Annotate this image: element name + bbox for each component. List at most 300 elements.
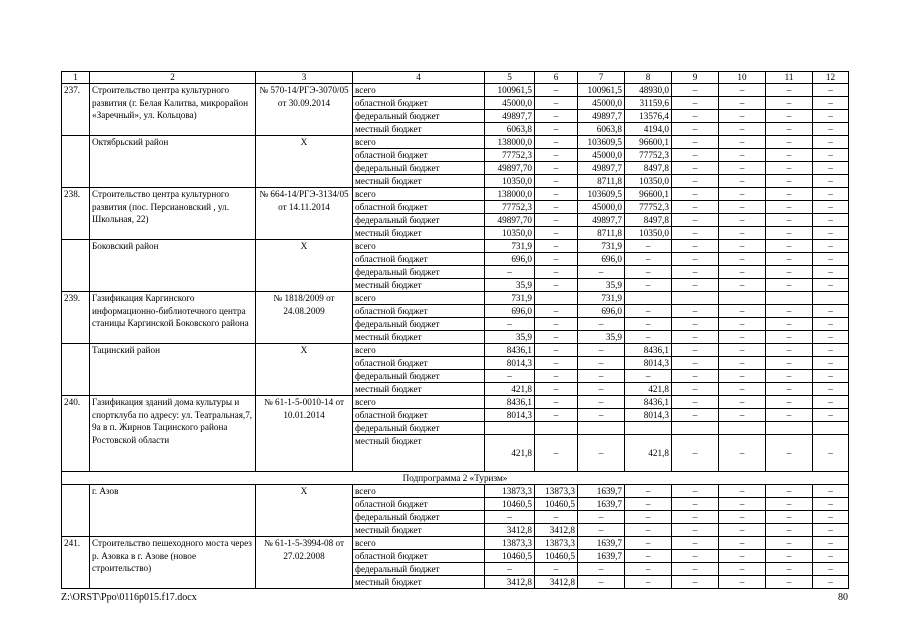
funding-source: местный бюджет <box>353 383 485 396</box>
value-cell: 48930,0 <box>625 84 672 97</box>
funding-source: федеральный бюджет <box>353 162 485 175</box>
value-cell: – <box>625 266 672 279</box>
value-cell: – <box>672 110 719 123</box>
header-row <box>62 72 849 84</box>
table-row <box>62 396 849 409</box>
value-cell: – <box>766 511 813 524</box>
table-row <box>62 292 849 305</box>
value-cell: – <box>813 136 849 149</box>
value-cell: – <box>766 97 813 110</box>
value-cell: – <box>535 201 578 214</box>
value-cell: – <box>719 485 766 498</box>
value-cell: 10460,5 <box>485 498 535 511</box>
value-cell: – <box>813 201 849 214</box>
value-cell: – <box>535 266 578 279</box>
value-cell: 696,0 <box>578 305 625 318</box>
value-cell: – <box>625 318 672 331</box>
value-cell: – <box>578 266 625 279</box>
value-cell: – <box>535 511 578 524</box>
value-cell: – <box>813 240 849 253</box>
document-ref: Х <box>256 344 353 396</box>
value-cell: – <box>719 344 766 357</box>
row-number <box>62 344 90 396</box>
value-cell <box>535 292 578 305</box>
funding-source: федеральный бюджет <box>353 370 485 383</box>
value-cell: – <box>766 485 813 498</box>
value-cell: 4194,0 <box>625 123 672 136</box>
value-cell: – <box>813 175 849 188</box>
table-row <box>62 136 849 149</box>
value-cell: 1639,7 <box>578 485 625 498</box>
funding-source: всего <box>353 188 485 201</box>
value-cell: – <box>672 409 719 422</box>
value-cell: 10460,5 <box>535 550 578 563</box>
value-cell <box>766 292 813 305</box>
value-cell: – <box>719 279 766 292</box>
column-header: 10 <box>719 72 766 84</box>
value-cell: 8436,1 <box>625 396 672 409</box>
value-cell: – <box>813 331 849 344</box>
value-cell: 696,0 <box>578 253 625 266</box>
funding-source: местный бюджет <box>353 331 485 344</box>
funding-source: местный бюджет <box>353 123 485 136</box>
value-cell: – <box>719 370 766 383</box>
value-cell: 77752,3 <box>485 149 535 162</box>
column-header: 7 <box>578 72 625 84</box>
value-cell <box>672 292 719 305</box>
funding-source: областной бюджет <box>353 498 485 511</box>
value-cell: – <box>578 318 625 331</box>
value-cell: 8014,3 <box>485 409 535 422</box>
value-cell: – <box>485 266 535 279</box>
value-cell: 731,9 <box>578 292 625 305</box>
value-cell: – <box>672 227 719 240</box>
value-cell: – <box>672 511 719 524</box>
value-cell: – <box>535 240 578 253</box>
value-cell: – <box>535 97 578 110</box>
row-number: 237. <box>62 84 90 136</box>
value-cell: – <box>672 214 719 227</box>
value-cell: – <box>535 331 578 344</box>
value-cell: – <box>813 576 849 589</box>
value-cell: – <box>719 97 766 110</box>
value-cell: – <box>625 511 672 524</box>
value-cell: 13873,3 <box>535 537 578 550</box>
value-cell: – <box>625 279 672 292</box>
value-cell: 421,8 <box>625 435 672 472</box>
column-header: 12 <box>813 72 849 84</box>
value-cell: – <box>625 524 672 537</box>
value-cell: 49897,7 <box>578 162 625 175</box>
row-number <box>62 240 90 292</box>
value-cell: – <box>766 279 813 292</box>
value-cell: – <box>813 97 849 110</box>
value-cell: – <box>578 370 625 383</box>
funding-source: всего <box>353 537 485 550</box>
value-cell: – <box>485 563 535 576</box>
value-cell: – <box>625 498 672 511</box>
funding-source: областной бюджет <box>353 97 485 110</box>
value-cell: 10350,0 <box>485 175 535 188</box>
value-cell: – <box>766 149 813 162</box>
document-ref: № 61-1-5-3994-08 от 27.02.2008 <box>256 537 353 589</box>
funding-source: областной бюджет <box>353 409 485 422</box>
value-cell: – <box>578 396 625 409</box>
value-cell: 10350,0 <box>625 227 672 240</box>
value-cell: – <box>672 383 719 396</box>
value-cell <box>672 422 719 435</box>
value-cell: 49897,7 <box>578 214 625 227</box>
funding-source: федеральный бюджет <box>353 110 485 123</box>
value-cell: – <box>766 188 813 201</box>
value-cell: 103609,5 <box>578 136 625 149</box>
file-path: Z:\ORST\Ppo\0116p015.f17.docx <box>61 592 197 603</box>
value-cell: – <box>625 253 672 266</box>
value-cell: – <box>766 537 813 550</box>
value-cell: – <box>672 84 719 97</box>
value-cell: – <box>535 162 578 175</box>
value-cell: – <box>625 576 672 589</box>
document-ref: Х <box>256 136 353 188</box>
value-cell: – <box>535 110 578 123</box>
table-row <box>62 188 849 201</box>
value-cell: – <box>766 253 813 266</box>
value-cell: – <box>766 123 813 136</box>
value-cell: 8497,8 <box>625 162 672 175</box>
value-cell: – <box>766 409 813 422</box>
value-cell: – <box>766 214 813 227</box>
value-cell: – <box>672 201 719 214</box>
value-cell: 35,9 <box>578 331 625 344</box>
value-cell: – <box>672 123 719 136</box>
value-cell: – <box>578 563 625 576</box>
value-cell: – <box>813 370 849 383</box>
value-cell: – <box>766 331 813 344</box>
value-cell: – <box>672 524 719 537</box>
value-cell: – <box>672 136 719 149</box>
value-cell: – <box>672 550 719 563</box>
value-cell: – <box>766 305 813 318</box>
column-header: 11 <box>766 72 813 84</box>
funding-source: местный бюджет <box>353 435 485 472</box>
value-cell: – <box>813 485 849 498</box>
value-cell: – <box>672 331 719 344</box>
value-cell: 49897,70 <box>485 214 535 227</box>
value-cell: – <box>766 498 813 511</box>
value-cell: – <box>813 162 849 175</box>
value-cell: 77752,3 <box>625 201 672 214</box>
value-cell: – <box>672 396 719 409</box>
value-cell: – <box>719 498 766 511</box>
value-cell: – <box>719 266 766 279</box>
value-cell: – <box>813 110 849 123</box>
value-cell: – <box>535 318 578 331</box>
value-cell: 77752,3 <box>485 201 535 214</box>
value-cell: – <box>672 435 719 472</box>
value-cell: – <box>766 266 813 279</box>
value-cell: 45000,0 <box>485 97 535 110</box>
value-cell: – <box>535 84 578 97</box>
value-cell: – <box>766 383 813 396</box>
value-cell: – <box>766 524 813 537</box>
district-name: Тацинский район <box>90 344 256 396</box>
value-cell: – <box>672 318 719 331</box>
value-cell: 13873,3 <box>485 485 535 498</box>
value-cell: – <box>719 201 766 214</box>
value-cell: 1639,7 <box>578 550 625 563</box>
value-cell: – <box>535 344 578 357</box>
value-cell: – <box>672 498 719 511</box>
value-cell: – <box>578 576 625 589</box>
value-cell: – <box>719 136 766 149</box>
value-cell: – <box>625 550 672 563</box>
value-cell: – <box>813 524 849 537</box>
column-header: 8 <box>625 72 672 84</box>
section-title: Подпрограмма 2 «Туризм» <box>62 472 849 485</box>
value-cell: – <box>813 396 849 409</box>
value-cell: 8436,1 <box>485 396 535 409</box>
value-cell: – <box>813 149 849 162</box>
column-header: 5 <box>485 72 535 84</box>
value-cell: – <box>766 227 813 240</box>
value-cell: 8711,8 <box>578 175 625 188</box>
value-cell: – <box>766 201 813 214</box>
funding-source: всего <box>353 240 485 253</box>
value-cell: 10460,5 <box>485 550 535 563</box>
value-cell: – <box>578 344 625 357</box>
value-cell: – <box>719 214 766 227</box>
value-cell: 96600,1 <box>625 136 672 149</box>
value-cell: 35,9 <box>485 279 535 292</box>
row-number: 240. <box>62 396 90 472</box>
value-cell: – <box>672 576 719 589</box>
value-cell <box>813 422 849 435</box>
value-cell: 35,9 <box>485 331 535 344</box>
value-cell: 45000,0 <box>578 149 625 162</box>
value-cell: – <box>672 240 719 253</box>
value-cell: – <box>625 305 672 318</box>
column-header: 6 <box>535 72 578 84</box>
value-cell: – <box>719 162 766 175</box>
funding-source: федеральный бюджет <box>353 266 485 279</box>
document-ref: № 1818/2009 от 24.08.2009 <box>256 292 353 344</box>
value-cell: – <box>813 279 849 292</box>
funding-source: всего <box>353 344 485 357</box>
value-cell: 731,9 <box>485 240 535 253</box>
value-cell: – <box>719 524 766 537</box>
value-cell: – <box>719 409 766 422</box>
value-cell: – <box>672 266 719 279</box>
value-cell: 731,9 <box>485 292 535 305</box>
value-cell: 8497,8 <box>625 214 672 227</box>
value-cell: – <box>813 498 849 511</box>
value-cell: – <box>813 253 849 266</box>
value-cell: 10350,0 <box>485 227 535 240</box>
object-name: Строительство центра культурного развития (г. Белая Калитва, микрорайон «Заречный», ул. Кольцова) <box>90 84 256 136</box>
object-name: Строительство пешеходного моста через р. Азовка в г. Азове (новое строительство) <box>90 537 256 589</box>
value-cell: – <box>766 162 813 175</box>
value-cell: – <box>535 149 578 162</box>
value-cell: – <box>719 318 766 331</box>
value-cell: – <box>672 370 719 383</box>
row-number <box>62 136 90 188</box>
row-number: 238. <box>62 188 90 240</box>
value-cell: – <box>719 357 766 370</box>
value-cell: – <box>672 485 719 498</box>
row-number: 241. <box>62 537 90 589</box>
value-cell: – <box>535 370 578 383</box>
value-cell: 100961,5 <box>485 84 535 97</box>
value-cell <box>813 292 849 305</box>
value-cell: – <box>766 136 813 149</box>
value-cell: – <box>813 214 849 227</box>
value-cell: – <box>813 266 849 279</box>
funding-source: федеральный бюджет <box>353 563 485 576</box>
value-cell: – <box>672 97 719 110</box>
value-cell: – <box>719 84 766 97</box>
value-cell: 696,0 <box>485 305 535 318</box>
table-row <box>62 84 849 97</box>
value-cell: – <box>535 188 578 201</box>
value-cell: – <box>766 357 813 370</box>
value-cell: – <box>719 227 766 240</box>
value-cell: – <box>672 188 719 201</box>
funding-source: местный бюджет <box>353 576 485 589</box>
value-cell: – <box>535 435 578 472</box>
value-cell: 421,8 <box>485 435 535 472</box>
value-cell: – <box>719 188 766 201</box>
value-cell: – <box>766 435 813 472</box>
value-cell: – <box>719 331 766 344</box>
value-cell: 1639,7 <box>578 498 625 511</box>
object-name: Газификация Каргинского информационно-библиотечного центра станицы Каргинской Боковского района <box>90 292 256 344</box>
value-cell: 3412,8 <box>485 576 535 589</box>
value-cell: – <box>719 537 766 550</box>
value-cell: – <box>813 511 849 524</box>
value-cell: – <box>813 409 849 422</box>
value-cell: 45000,0 <box>578 97 625 110</box>
value-cell: – <box>578 409 625 422</box>
column-header: 9 <box>672 72 719 84</box>
funding-source: областной бюджет <box>353 357 485 370</box>
value-cell: – <box>672 253 719 266</box>
value-cell: 100961,5 <box>578 84 625 97</box>
value-cell: – <box>719 123 766 136</box>
value-cell: 13873,3 <box>485 537 535 550</box>
value-cell: – <box>485 318 535 331</box>
value-cell: – <box>625 240 672 253</box>
value-cell: – <box>766 110 813 123</box>
value-cell: – <box>535 253 578 266</box>
value-cell: – <box>813 435 849 472</box>
value-cell: – <box>535 123 578 136</box>
value-cell: – <box>625 537 672 550</box>
funding-source: всего <box>353 292 485 305</box>
value-cell: 77752,3 <box>625 149 672 162</box>
value-cell: – <box>766 84 813 97</box>
value-cell: – <box>719 240 766 253</box>
value-cell: – <box>766 344 813 357</box>
value-cell: 10460,5 <box>535 498 578 511</box>
value-cell: 31159,6 <box>625 97 672 110</box>
table-body <box>62 72 849 589</box>
value-cell: – <box>535 136 578 149</box>
value-cell <box>719 422 766 435</box>
value-cell <box>625 292 672 305</box>
value-cell: 49897,7 <box>578 110 625 123</box>
funding-source: федеральный бюджет <box>353 318 485 331</box>
column-header: 2 <box>90 72 256 84</box>
funding-source: местный бюджет <box>353 175 485 188</box>
value-cell: – <box>672 175 719 188</box>
value-cell: – <box>672 305 719 318</box>
row-number: 239. <box>62 292 90 344</box>
value-cell: – <box>766 240 813 253</box>
value-cell: 8436,1 <box>485 344 535 357</box>
value-cell: 13576,4 <box>625 110 672 123</box>
value-cell: – <box>813 227 849 240</box>
document-ref: № 61-1-5-0010-14 от 10.01.2014 <box>256 396 353 472</box>
value-cell: – <box>535 357 578 370</box>
value-cell: 49897,70 <box>485 162 535 175</box>
funding-source: областной бюджет <box>353 149 485 162</box>
value-cell: 8014,3 <box>625 357 672 370</box>
value-cell <box>625 422 672 435</box>
funding-source: областной бюджет <box>353 550 485 563</box>
value-cell: – <box>719 435 766 472</box>
value-cell: – <box>766 576 813 589</box>
value-cell: – <box>719 383 766 396</box>
table-row <box>62 344 849 357</box>
value-cell <box>535 422 578 435</box>
value-cell: – <box>813 188 849 201</box>
value-cell: – <box>535 396 578 409</box>
value-cell: – <box>485 370 535 383</box>
value-cell: 10350,0 <box>625 175 672 188</box>
funding-source: областной бюджет <box>353 253 485 266</box>
value-cell: – <box>719 576 766 589</box>
value-cell: – <box>535 279 578 292</box>
value-cell: – <box>578 357 625 370</box>
value-cell: – <box>719 550 766 563</box>
value-cell: 103609,5 <box>578 188 625 201</box>
row-number <box>62 485 90 537</box>
object-name: Строительство центра культурного развития (пос. Персиановский , ул. Школьная, 22) <box>90 188 256 240</box>
value-cell: – <box>766 370 813 383</box>
value-cell: – <box>813 344 849 357</box>
value-cell: – <box>719 305 766 318</box>
value-cell: – <box>672 162 719 175</box>
value-cell: – <box>719 253 766 266</box>
value-cell: – <box>766 563 813 576</box>
column-header: 4 <box>353 72 485 84</box>
value-cell: 138000,0 <box>485 188 535 201</box>
value-cell: – <box>535 383 578 396</box>
value-cell: – <box>813 550 849 563</box>
value-cell: – <box>813 563 849 576</box>
value-cell: 8436,1 <box>625 344 672 357</box>
value-cell: – <box>719 511 766 524</box>
value-cell: – <box>535 175 578 188</box>
table-row <box>62 485 849 498</box>
value-cell: – <box>485 511 535 524</box>
table-row <box>62 240 849 253</box>
value-cell: – <box>672 279 719 292</box>
document-ref: № 570-14/РГЭ-3070/05 от 30.09.2014 <box>256 84 353 136</box>
value-cell: 731,9 <box>578 240 625 253</box>
value-cell: – <box>578 524 625 537</box>
value-cell: – <box>813 123 849 136</box>
